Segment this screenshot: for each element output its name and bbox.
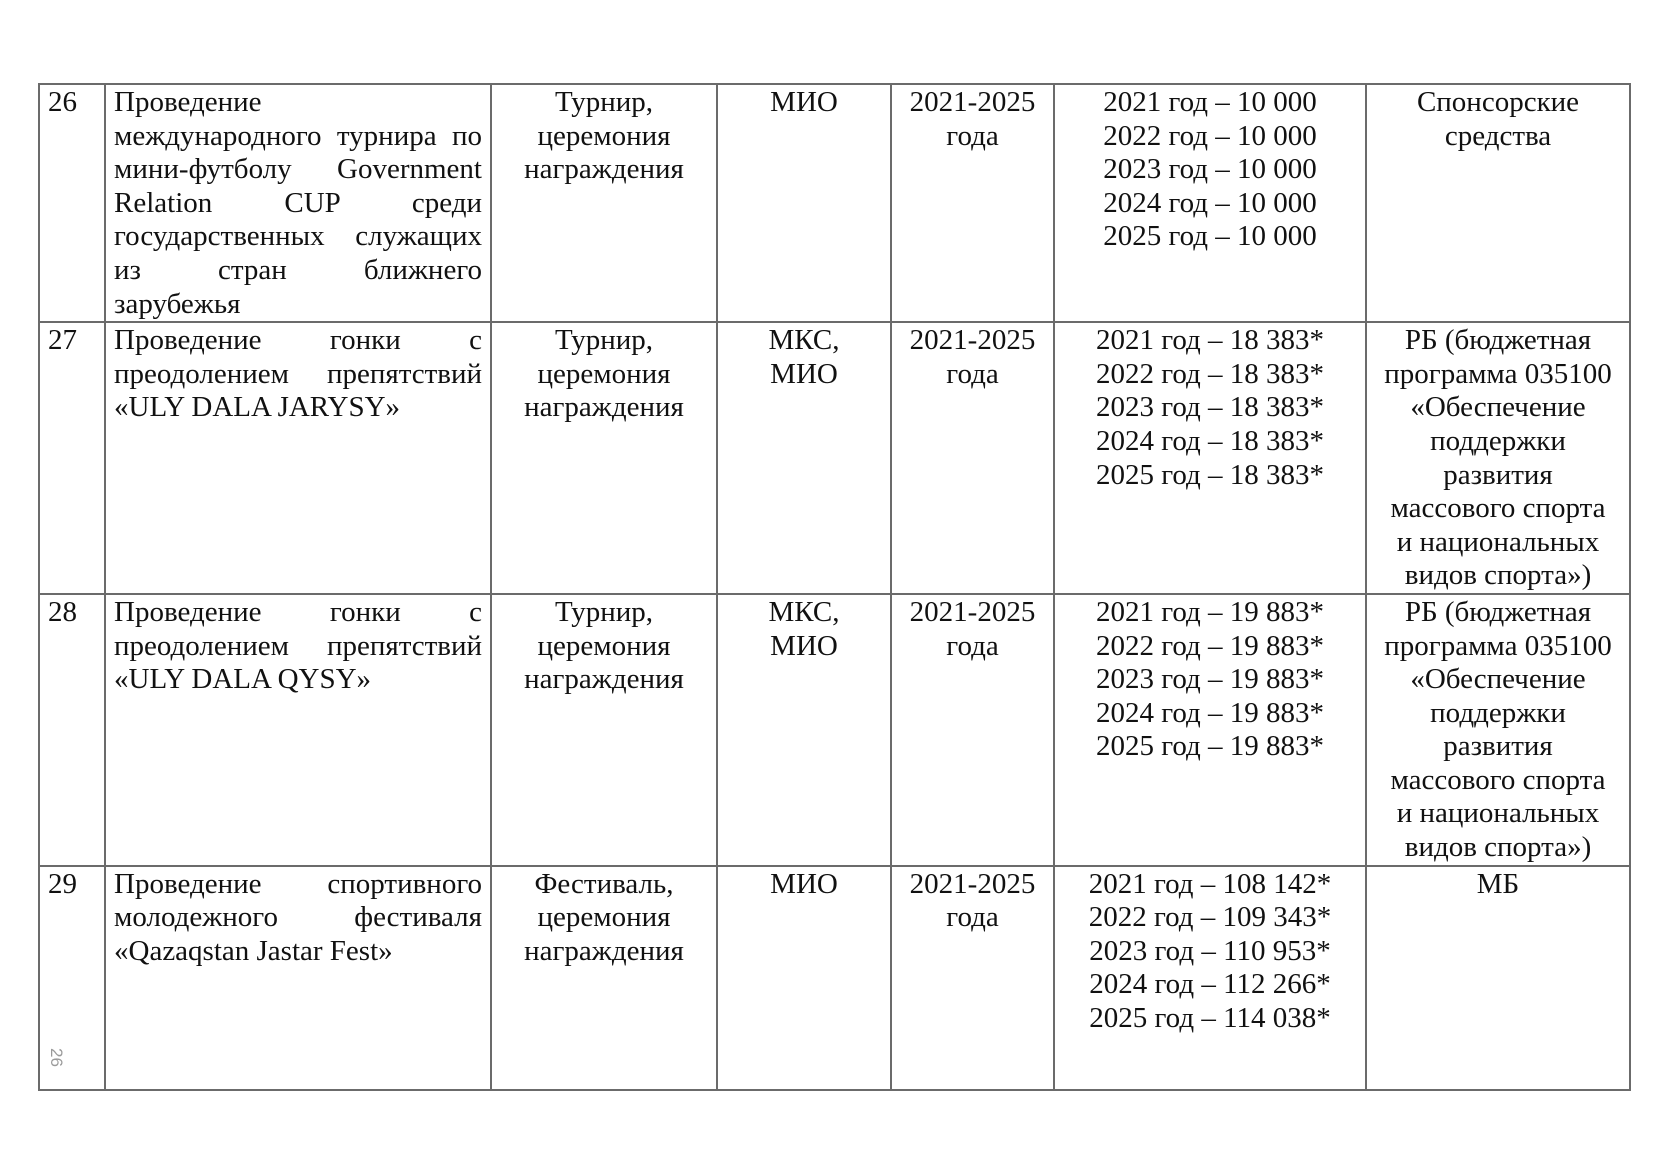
form-line: церемония [537,119,671,152]
executor [717,84,891,322]
form-line: награждения [524,391,684,424]
completion-form [491,322,717,594]
name-line: Проведение гонки с [114,324,482,357]
period-line: года [946,901,999,934]
period [891,322,1054,594]
form-line: награждения [524,153,684,186]
form-line: награждения [524,934,684,967]
period-line: 2021-2025 [909,324,1036,357]
source-line: массового спорта [1390,492,1606,525]
source-line: и национальных [1396,797,1600,830]
executor-line: МИО [770,867,838,900]
name-line: «ULY DALA QYSY» [114,663,372,696]
cost-line: 2024 год – 112 266* [1089,968,1331,1001]
cost-line: 2023 год – 18 383* [1095,391,1325,424]
estimated-cost [1054,866,1366,1090]
form-line: церемония [537,629,671,662]
period-line: 2021-2025 [909,86,1036,118]
table-body [39,84,1630,1090]
completion-form [491,866,717,1090]
name-line: из стран ближнего [114,253,482,286]
source-line: видов спорта») [1404,559,1592,592]
executor-line: МКС, [768,595,840,628]
source-line: «Обеспечение [1410,663,1586,696]
event-name [105,322,491,594]
period-line: 2021-2025 [909,867,1036,900]
executor [717,594,891,866]
source-line: МБ [1476,867,1520,900]
name-line: Проведение спортивного [114,867,482,900]
executor-line: МИО [770,86,838,118]
row-number: 26 [39,84,105,322]
cost-line: 2021 год – 108 142* [1088,867,1332,900]
source-line: программа 035100 [1384,629,1612,662]
name-line: молодежного фестиваля [114,901,482,934]
cost-line: 2023 год – 110 953* [1089,934,1331,967]
source-line: и национальных [1396,525,1600,558]
executor-line: МИО [770,357,838,390]
executor-line: МКС, [768,324,840,357]
cost-line: 2025 год – 18 383* [1095,458,1325,491]
period [891,594,1054,866]
period [891,84,1054,322]
period-line: 2021-2025 [909,595,1036,628]
source-line: поддержки [1430,696,1566,729]
cost-line: 2022 год – 19 883* [1095,629,1325,662]
source-line: поддержки [1430,424,1566,457]
source-line: «Обеспечение [1410,391,1586,424]
name-line: «ULY DALA JARYSY» [114,391,401,424]
events-table [38,83,1631,1091]
source-line: массового спорта [1390,763,1606,796]
source-line: развития [1443,730,1553,763]
cost-line: 2024 год – 19 883* [1095,696,1325,729]
form-line: церемония [537,357,671,390]
form-line: Турнир, [554,595,654,628]
source-line: РБ (бюджетная [1404,324,1592,357]
page-number: 26 [47,1048,66,1067]
funding-source [1366,594,1630,866]
funding-source [1366,84,1630,322]
cost-line: 2021 год – 10 000 [1103,86,1317,118]
event-name [105,594,491,866]
row-number: 27 [39,322,105,594]
executor [717,866,891,1090]
name-line: преодолением препятствий [114,357,482,390]
completion-form [491,594,717,866]
funding-source [1366,866,1630,1090]
estimated-cost [1054,594,1366,866]
estimated-cost [1054,322,1366,594]
event-name [105,866,491,1090]
source-line: видов спорта») [1404,831,1592,864]
cost-line: 2023 год – 19 883* [1095,663,1325,696]
executor-line: МИО [770,629,838,662]
event-name [105,84,491,322]
period-line: года [946,629,999,662]
executor [717,322,891,594]
period [891,866,1054,1090]
source-line: развития [1443,458,1553,491]
name-line: Проведение [114,86,262,118]
source-line: Спонсорские [1416,86,1580,118]
cost-line: 2022 год – 109 343* [1088,901,1332,934]
source-line: средства [1444,119,1552,152]
table-row [39,866,1630,1090]
form-line: Турнир, [554,324,654,357]
row-number: 28 [39,594,105,866]
name-line: «Qazaqstan Jastar Fest» [114,934,393,967]
name-line: преодолением препятствий [114,629,482,662]
table-row [39,322,1630,594]
period-line: года [946,119,999,152]
cost-line: 2021 год – 19 883* [1095,595,1325,628]
cost-line: 2021 год – 18 383* [1095,324,1325,357]
table-row [39,84,1630,322]
period-line: года [946,357,999,390]
cost-line: 2024 год – 18 383* [1095,424,1325,457]
completion-form [491,84,717,322]
name-line: международного турнира по [114,119,482,152]
name-line: Проведение гонки с [114,595,482,628]
form-line: Фестиваль, [534,867,674,900]
cost-line: 2025 год – 114 038* [1089,1002,1331,1035]
name-line: мини-футболу Government [114,153,482,186]
form-line: Турнир, [554,86,654,118]
cost-line: 2023 год – 10 000 [1103,153,1317,186]
cost-line: 2024 год – 10 000 [1103,186,1317,219]
cost-line: 2022 год – 10 000 [1103,119,1317,152]
name-line: государственных служащих [114,220,482,253]
form-line: награждения [524,663,684,696]
name-line: Relation CUP среди [114,186,482,219]
funding-source [1366,322,1630,594]
source-line: программа 035100 [1384,357,1612,390]
form-line: церемония [537,901,671,934]
cost-line: 2025 год – 10 000 [1103,220,1317,253]
cost-line: 2025 год – 19 883* [1095,730,1325,763]
table-row [39,594,1630,866]
source-line: РБ (бюджетная [1404,595,1592,628]
cost-line: 2022 год – 18 383* [1095,357,1325,390]
estimated-cost [1054,84,1366,322]
name-line: зарубежья [114,287,241,320]
row-number: 29 [39,866,105,1090]
